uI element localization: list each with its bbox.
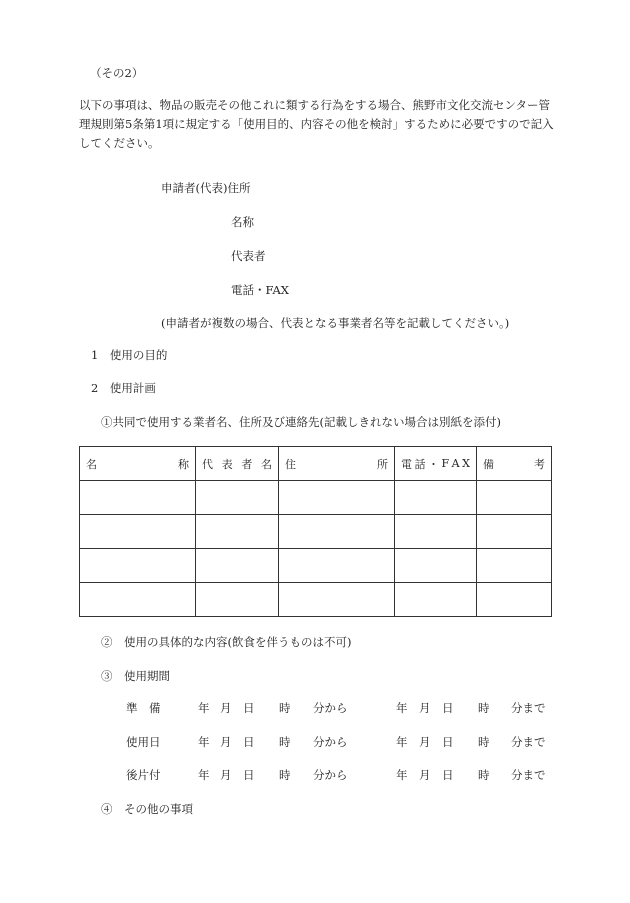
cell-name[interactable]: [80, 583, 196, 617]
cell-remarks[interactable]: [477, 515, 552, 549]
cell-address[interactable]: [279, 549, 395, 583]
table-row: [80, 549, 552, 583]
sub-joint-users: ①共同で使用する業者名、住所及び連絡先(記載しきれない場合は別紙を添付): [101, 415, 501, 429]
cell-address[interactable]: [279, 481, 395, 515]
header-remarks: 備 考: [477, 447, 552, 481]
cell-remarks[interactable]: [477, 583, 552, 617]
cell-rep[interactable]: [196, 481, 279, 515]
schedule-label: 後片付: [126, 768, 161, 782]
cell-rep[interactable]: [196, 583, 279, 617]
cell-address[interactable]: [279, 583, 395, 617]
cell-remarks[interactable]: [477, 481, 552, 515]
header-address: 住 所: [279, 447, 395, 481]
applicant-note: (申請者が複数の場合、代表となる事業者名等を記載してください。): [161, 316, 510, 330]
table-header-row: [80, 447, 552, 481]
cell-rep[interactable]: [196, 515, 279, 549]
cell-name[interactable]: [80, 481, 196, 515]
cell-name[interactable]: [80, 549, 196, 583]
sub-content: ② 使用の具体的な内容(飲食を伴うものは不可): [101, 635, 352, 649]
schedule-row: 準 備 年 月 日 時 分から 年 月 日 時 分まで: [126, 701, 546, 715]
table-row: [80, 583, 552, 617]
intro-paragraph: 以下の事項は、物品の販売その他これに類する行為をする場合、熊野市文化交流センター管理規則第5条第1項に規定する「使用目的、内容その他を検討」するために必要ですので記入してください。: [79, 98, 554, 150]
applicant-rep-label: 代表者: [231, 249, 266, 263]
schedule-row: 後片付 年 月 日 時 分から 年 月 日 時 分まで: [126, 768, 546, 782]
applicant-address-label: 申請者(代表)住所: [161, 181, 251, 195]
table-row: [80, 515, 552, 549]
cell-phone[interactable]: [395, 583, 477, 617]
sub-other: ④ その他の事項: [101, 802, 193, 816]
header-rep: 代 表 者 名: [196, 447, 279, 481]
cell-phone[interactable]: [395, 549, 477, 583]
schedule-label: 準 備: [126, 701, 161, 715]
schedule-row: 使用日 年 月 日 時 分から 年 月 日 時 分まで: [126, 735, 546, 749]
item-plan: 2 使用計画: [91, 381, 156, 395]
sub-period: ③ 使用期間: [101, 669, 170, 683]
applicant-name-label: 名称: [231, 215, 254, 229]
section-marker: （その2）: [90, 66, 144, 80]
header-name: 名 称: [80, 447, 196, 481]
cell-rep[interactable]: [196, 549, 279, 583]
table-row: [80, 481, 552, 515]
schedule-label: 使用日: [126, 735, 161, 749]
cell-remarks[interactable]: [477, 549, 552, 583]
cell-phone[interactable]: [395, 481, 477, 515]
cell-name[interactable]: [80, 515, 196, 549]
header-phone: 電 話 ・ F A X: [395, 447, 477, 481]
item-purpose: 1 使用の目的: [91, 348, 168, 362]
joint-users-table: [79, 446, 552, 617]
cell-phone[interactable]: [395, 515, 477, 549]
applicant-phone-label: 電話・FAX: [231, 283, 289, 297]
cell-address[interactable]: [279, 515, 395, 549]
